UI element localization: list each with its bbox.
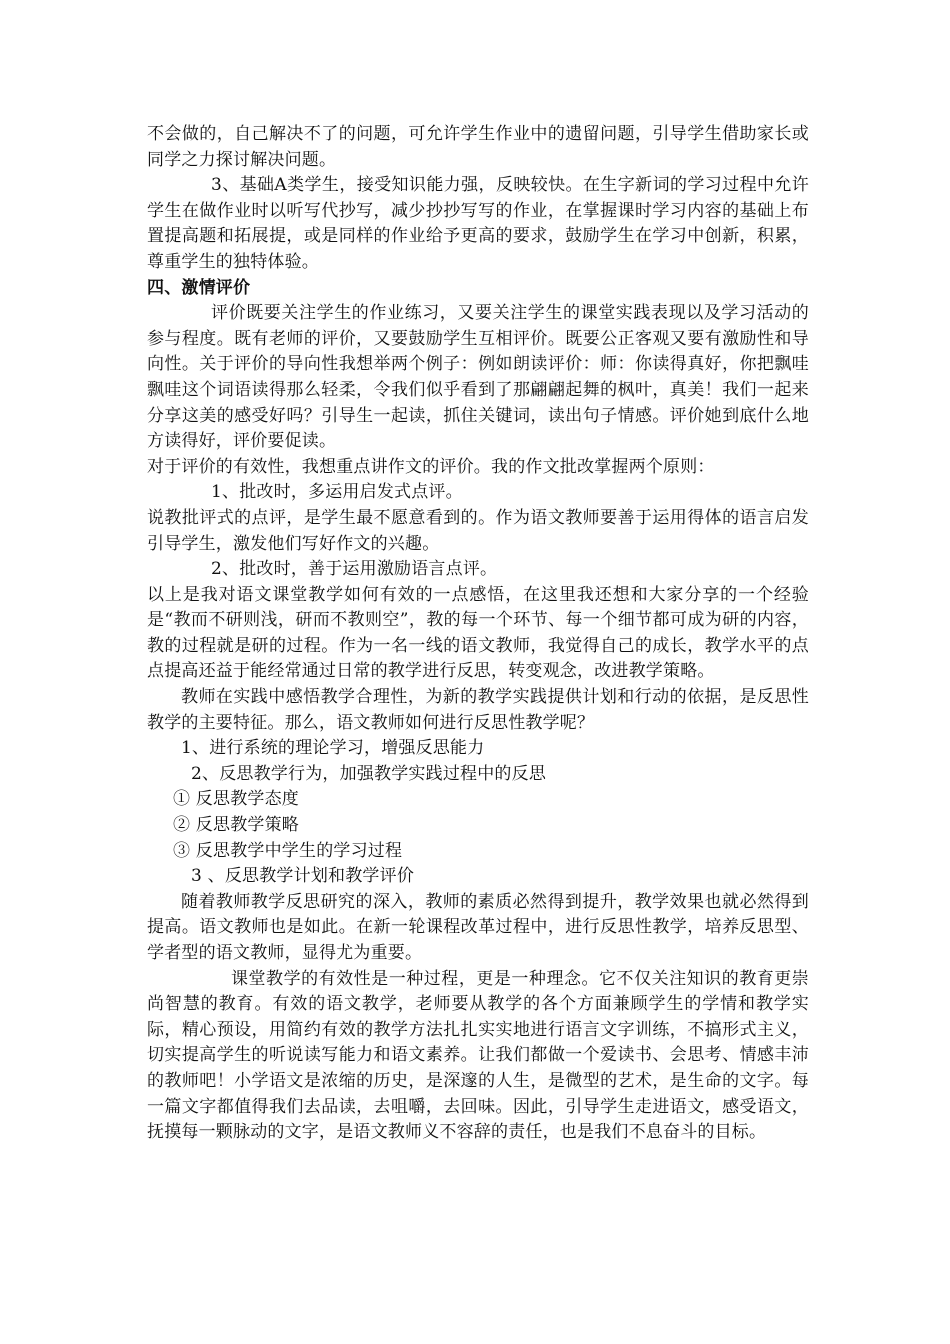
paragraph-principle-1-detail: 说教批评式的点评，是学生最不愿意看到的。作为语文教师要善于运用得体的语言启发引导学生，激发他们写好作文的兴趣。: [147, 507, 809, 554]
reflection-item-3: 3 、反思教学计划和教学评价: [191, 866, 415, 887]
reflection-subitem-2: ② 反思教学策略: [173, 815, 300, 836]
paragraph-reflective-teaching: 教师在实践中感悟教学合理性，为新的教学实践提供计划和行动的依据，是反思性教学的主要特征。那么，语文教师如何进行反思性教学呢？: [147, 687, 809, 733]
principle-item-1: 1、批改时，多运用启发式点评。: [211, 482, 463, 503]
reflection-item-1: 1、进行系统的理论学习，增强反思能力: [181, 738, 485, 759]
paragraph-continuation: 不会做的，自己解决不了的问题，可允许学生作业中的遗留问题，引导学生借助家长或同学之力探讨解决问题。: [147, 124, 809, 170]
reflection-item-2: 2、反思教学行为，加强教学实践过程中的反思: [191, 763, 547, 784]
paragraph-teacher-growth: 随着教师教学反思研究的深入，教师的素质必然得到提升，教学效果也就必然得到提高。语文教师也是如此。在新一轮课程改革过程中，进行反思性教学，培养反思型、学者型的语文教师，显得尤为重要。: [147, 891, 809, 963]
principle-item-2: 2、批改时，善于运用激励语言点评。: [211, 559, 498, 580]
paragraph-composition-evaluation: 对于评价的有效性，我想重点讲作文的评价。我的作文批改掌握两个原则：: [147, 456, 715, 477]
reflection-subitem-3: ③ 反思教学中学生的学习过程: [173, 840, 403, 861]
paragraph-conclusion: 课堂教学的有效性是一种过程，更是一种理念。它不仅关注知识的教育更崇尚智慧的教育。有效的语文教学，老师要从教学的各个方面兼顾学生的学情和教学实际，精心预设，用简约有效的教学方法扎扎实实地进行语言文字训练，不搞形式主义，切实提高学生的听说读写能力和语文素养。让我们都做一个爱读书、会思考、情感丰沛的教师吧！小学语文是浓缩的历史，是深邃的人生，是微型的艺术，是生命的文字。每一篇文字都值得我们去品读，去咀嚼，去回味。因此，引导学生走进语文，感受语文，抚摸每一颗脉动的文字，是语文教师义不容辞的责任，也是我们不息奋斗的目标。: [147, 968, 809, 1143]
section-heading-passionate-evaluation: 四、激情评价: [147, 277, 251, 298]
paragraph-category-a: 3、基础A类学生，接受知识能力强，反映较快。在生字新词的学习过程中允许学生在做作业时以听写代抄写，减少抄抄写写的作业，在掌握课时学习内容的基础上布置提高题和拓展提，或是同样的作业给予更高的要求，鼓励学生在学习中创新，积累，尊重学生的独特体验。: [147, 175, 809, 272]
paragraph-sharing: 以上是我对语文课堂教学如何有效的一点感悟，在这里我还想和大家分享的一个经验是“教而不研则浅，研而不教则空”，教的每一个环节、每一个细节都可成为研的内容，教的过程就是研的过程。作为一名一线的语文教师，我觉得自己的成长，教学水平的点点提高还益于能经常通过日常的教学进行反思，转变观念，改进教学策略。: [147, 584, 809, 682]
document-body: [147, 122, 809, 1146]
reflection-subitem-1: ① 反思教学态度: [173, 789, 300, 810]
paragraph-evaluation: 评价既要关注学生的作业练习，又要关注学生的课堂实践表现以及学习活动的参与程度。既有老师的评价，又要鼓励学生互相评价。既要公正客观又要有激励性和导向性。关于评价的导向性我想举两个例子：例如朗读评价：师：你读得真好，你把飘哇飘哇这个词语读得那么轻柔，令我们似乎看到了那翩翩起舞的枫叶，真美！我们一起来分享这美的感受好吗？引导生一起读，抓住关键词，读出句子情感。评价她到底什么地方读得好，评价要促读。: [147, 303, 809, 452]
